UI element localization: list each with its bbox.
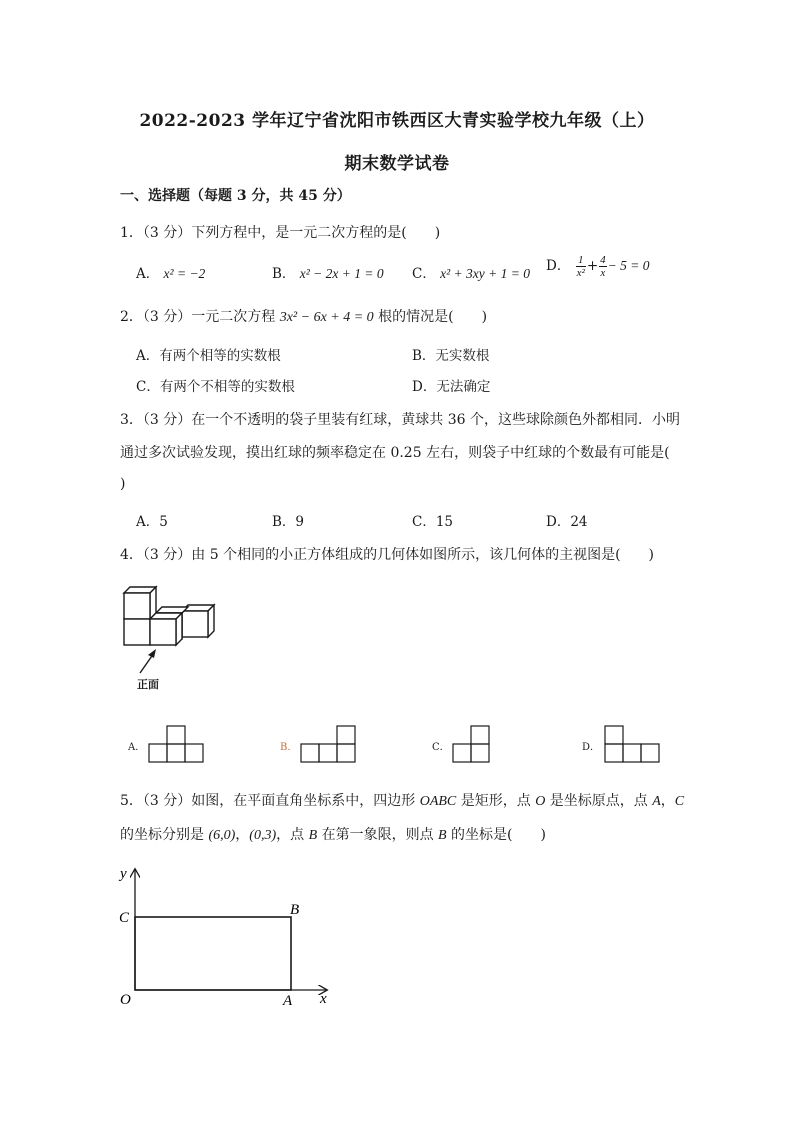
q5-text: 的坐标分别是 [120,827,209,843]
q5-text: 的坐标是( ) [446,827,546,843]
q1-option-d-rest: − 5 = 0 [607,258,650,273]
fraction-numerator: 1 [576,254,586,267]
option-label: B． [272,266,296,282]
q2-stem-post: 根的情况是( ) [373,309,488,325]
point-c-label: C [119,910,130,926]
q5-line2 [120,824,546,844]
q5-point-a: A [652,794,661,809]
q5-coord-a: (6,0) [208,828,236,843]
q5-text: 是坐标原点，点 [545,793,653,809]
option-label: A． [136,266,160,282]
q5-point-b: B [308,828,318,843]
q5-text: ， [660,793,675,809]
q5-coord-c: (0,3) [249,828,277,843]
q5-point-o: O [535,794,546,809]
option-label: D． [546,258,571,274]
q5-text: 是矩形，点 [456,793,536,809]
q4-option-b-figure [300,724,360,764]
q4-option-b-label: B． [280,742,298,753]
q3-option-a: A．5 [136,514,168,530]
point-a-label: A [283,993,293,1009]
q1-option-b-expr: x² − 2x + 1 = 0 [299,266,384,281]
section-heading: 一、选择题（每题 3 分，共 45 分） [120,188,351,204]
fraction-denominator: x² [576,267,585,279]
q2-option-c: C．有两个不相等的实数根 [136,379,295,395]
point-o-label: O [120,992,131,1008]
q2-option-b: B．无实数根 [412,348,490,364]
q2-equation: 3x² − 6x + 4 = 0 [279,310,374,325]
q4-option-a-label: A． [128,742,146,753]
plus-sign: + [586,258,599,274]
q1-option-c [412,262,530,282]
x-axis-label: x [320,991,327,1007]
q1-stem: 1．（3 分）下列方程中，是一元二次方程的是( ) [120,225,441,241]
q5-point-b: B [438,828,447,843]
q2-stem-pre: 2．（3 分）一元二次方程 [120,309,280,325]
q4-option-c-label: C． [432,742,450,753]
q1-option-c-expr: x² + 3xy + 1 = 0 [440,266,530,281]
q3-option-c: C．15 [412,514,454,530]
q5-text: ， [235,827,250,843]
front-view-label: 正面 [137,678,159,691]
q4-option-c-figure [452,724,494,764]
q3-line1: 3．（3 分）在一个不透明的袋子里装有红球，黄球共 36 个，这些球除颜色外都相同．小明 [120,412,680,428]
fraction [599,254,607,279]
fraction-numerator: 4 [600,254,606,266]
q5-text: ，点 [276,827,309,843]
q3-option-d: D．24 [546,514,588,530]
q1-option-a [136,262,205,282]
q1-option-a-expr: x² = −2 [163,266,206,281]
q1-option-b [272,262,384,282]
q4-cube-figure [118,583,228,693]
fraction-denominator: x [600,267,606,279]
q2-option-d: D．无法确定 [412,379,491,395]
point-b-label: B [290,902,300,918]
exam-title-line1: 2022-2023 学年辽宁省沈阳市铁西区大青实验学校九年级（上） [139,111,655,131]
q2-option-a: A．有两个相等的实数根 [136,348,281,364]
q5-line1 [120,790,684,810]
q3-line3: ) [120,476,126,492]
q4-option-d-figure [604,724,664,764]
q5-oabc: OABC [419,794,457,809]
q2-stem [120,306,487,326]
q3-line2: 通过多次试验发现，摸出红球的频率稳定在 0.25 左右，则袋子中红球的个数最有可能是( [120,445,670,461]
q5-point-c: C [674,794,685,809]
q5-coordinate-figure [110,862,340,1012]
q5-text: 在第一象限，则点 [317,827,439,843]
fraction [576,254,586,279]
q4-option-a-figure [148,724,208,764]
q1-option-d [546,254,649,279]
q4-stem: 4．（3 分）由 5 个相同的小正方体组成的几何体如图所示，该几何体的主视图是( ) [120,547,654,563]
q5-text: 5．（3 分）如图，在平面直角坐标系中，四边形 [120,793,420,809]
q3-option-b: B．9 [272,514,305,530]
y-axis-label: y [120,866,127,882]
option-label: C． [412,266,436,282]
q4-option-d-label: D． [582,742,601,753]
exam-title-line2: 期末数学试卷 [344,154,450,174]
rectangle-oabc [135,917,291,990]
